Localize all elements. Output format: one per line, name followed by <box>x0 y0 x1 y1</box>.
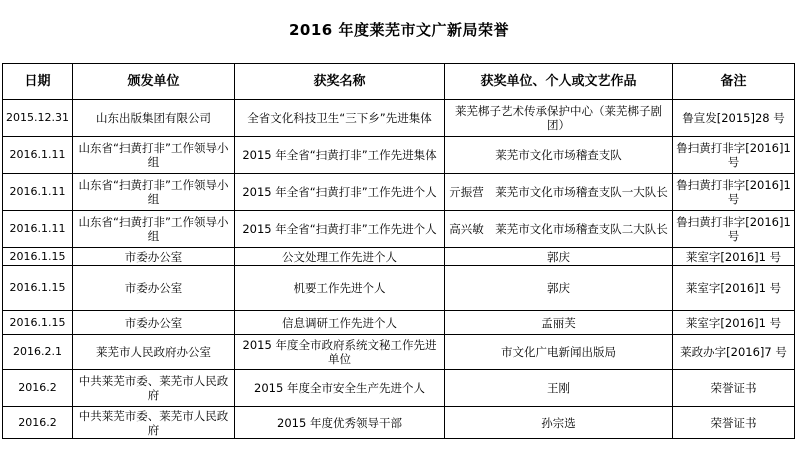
issuer-cell: 市委办公室 <box>73 248 235 266</box>
column-header-award: 获奖名称 <box>235 64 445 100</box>
award-cell: 2015 年全省“扫黄打非”工作先进个人 <box>235 211 445 248</box>
winner-cell: 高兴敏 莱芜市文化市场稽查支队二大队长 <box>445 211 673 248</box>
winner-cell: 市文化广电新闻出版局 <box>445 335 673 370</box>
issuer-cell: 山东省“扫黄打非”工作领导小组 <box>73 211 235 248</box>
table-row <box>3 211 795 248</box>
column-header-issuer: 颁发单位 <box>73 64 235 100</box>
column-header-date: 日期 <box>3 64 73 100</box>
note-cell: 莱室字[2016]1 号 <box>673 266 795 311</box>
award-cell: 机要工作先进个人 <box>235 266 445 311</box>
winner-cell: 郭庆 <box>445 248 673 266</box>
table-row <box>3 335 795 370</box>
date-cell: 2016.1.15 <box>3 311 73 335</box>
date-cell: 2016.1.15 <box>3 266 73 311</box>
issuer-cell: 中共莱芜市委、莱芜市人民政府 <box>73 370 235 407</box>
winner-cell: 孙宗选 <box>445 407 673 439</box>
note-cell: 荣誉证书 <box>673 407 795 439</box>
issuer-cell: 市委办公室 <box>73 266 235 311</box>
table-row <box>3 100 795 137</box>
winner-cell: 亓振营 莱芜市文化市场稽查支队一大队长 <box>445 174 673 211</box>
date-cell: 2016.1.15 <box>3 248 73 266</box>
issuer-cell: 市委办公室 <box>73 311 235 335</box>
winner-cell: 郭庆 <box>445 266 673 311</box>
note-cell: 莱室字[2016]1 号 <box>673 248 795 266</box>
note-cell: 鲁扫黄打非字[2016]1 号 <box>673 137 795 174</box>
note-cell: 鲁宣发[2015]28 号 <box>673 100 795 137</box>
table-row <box>3 174 795 211</box>
date-cell: 2016.1.11 <box>3 211 73 248</box>
column-header-note: 备注 <box>673 64 795 100</box>
winner-cell: 莱芜梆子艺术传承保护中心（莱芜梆子剧团） <box>445 100 673 137</box>
date-cell: 2016.2.1 <box>3 335 73 370</box>
award-cell: 信息调研工作先进个人 <box>235 311 445 335</box>
table-row <box>3 311 795 335</box>
table-row <box>3 266 795 311</box>
winner-cell: 莱芜市文化市场稽查支队 <box>445 137 673 174</box>
winner-cell: 孟丽芙 <box>445 311 673 335</box>
table-row <box>3 137 795 174</box>
issuer-cell: 中共莱芜市委、莱芜市人民政府 <box>73 407 235 439</box>
award-cell: 2015 年全省“扫黄打非”工作先进个人 <box>235 174 445 211</box>
table-row <box>3 248 795 266</box>
date-cell: 2016.1.11 <box>3 174 73 211</box>
note-cell: 莱政办字[2016]7 号 <box>673 335 795 370</box>
award-cell: 2015 年度全市安全生产先进个人 <box>235 370 445 407</box>
table-row <box>3 407 795 439</box>
note-cell: 鲁扫黄打非字[2016]1 号 <box>673 211 795 248</box>
issuer-cell: 山东出版集团有限公司 <box>73 100 235 137</box>
award-cell: 2015 年度全市政府系统文秘工作先进单位 <box>235 335 445 370</box>
note-cell: 荣誉证书 <box>673 370 795 407</box>
award-cell: 2015 年全省“扫黄打非”工作先进集体 <box>235 137 445 174</box>
page-title: 2016 年度莱芜市文广新局荣誉 <box>289 21 509 39</box>
honors-table <box>2 63 795 439</box>
table-row <box>3 370 795 407</box>
note-cell: 莱室字[2016]1 号 <box>673 311 795 335</box>
date-cell: 2016.1.11 <box>3 137 73 174</box>
date-cell: 2015.12.31 <box>3 100 73 137</box>
table-header-row <box>3 64 795 100</box>
winner-cell: 王刚 <box>445 370 673 407</box>
issuer-cell: 山东省“扫黄打非”工作领导小组 <box>73 174 235 211</box>
award-cell: 全省文化科技卫生“三下乡”先进集体 <box>235 100 445 137</box>
award-cell: 公文处理工作先进个人 <box>235 248 445 266</box>
issuer-cell: 莱芜市人民政府办公室 <box>73 335 235 370</box>
column-header-winner: 获奖单位、个人或文艺作品 <box>445 64 673 100</box>
note-cell: 鲁扫黄打非字[2016]1 号 <box>673 174 795 211</box>
date-cell: 2016.2 <box>3 407 73 439</box>
issuer-cell: 山东省“扫黄打非”工作领导小组 <box>73 137 235 174</box>
award-cell: 2015 年度优秀领导干部 <box>235 407 445 439</box>
date-cell: 2016.2 <box>3 370 73 407</box>
